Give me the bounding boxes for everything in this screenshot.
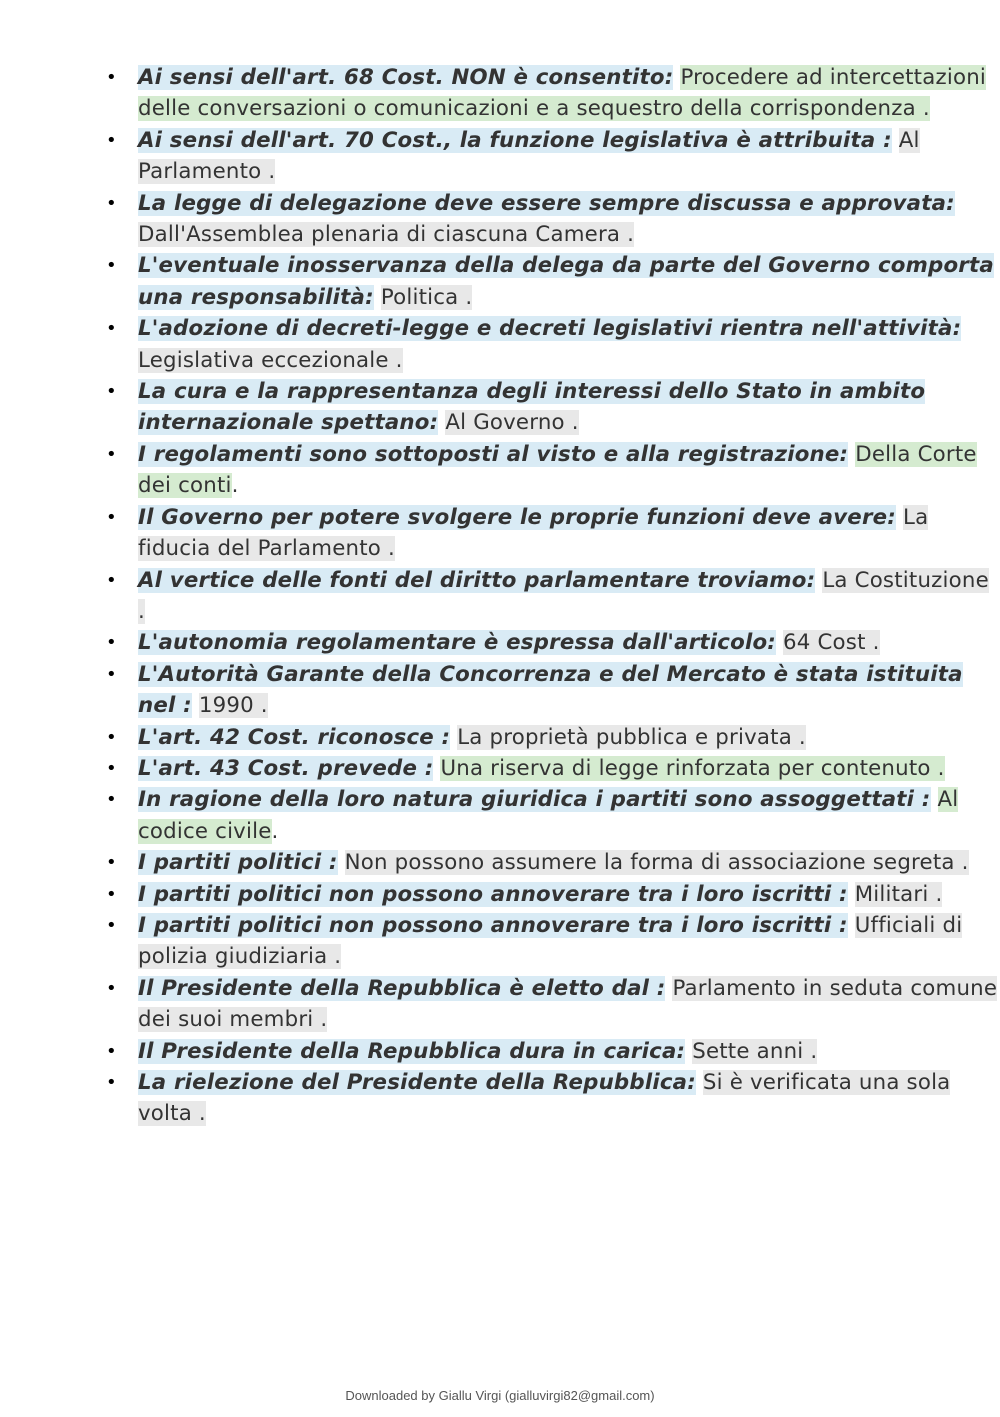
list-item: [106, 376, 998, 439]
question-text: Il Governo per potere svolgere le proprie funzioni deve avere:: [138, 504, 897, 530]
list-item: [106, 565, 998, 628]
list-item: [106, 847, 998, 878]
answer-text: La fiducia del Parlamento .: [138, 504, 929, 562]
answer-text: Dall'Assemblea plenaria di ciascuna Camera .: [138, 222, 635, 248]
answer-text: Militari .: [854, 881, 943, 907]
bullet-icon: •: [106, 129, 117, 151]
bullet-icon: •: [106, 914, 117, 936]
question-text: L'art. 42 Cost. riconosce :: [138, 724, 451, 750]
bullet-icon: •: [106, 663, 117, 685]
question-text: Ai sensi dell'art. 68 Cost. NON è consentito:: [138, 65, 674, 90]
answer-tail: .: [271, 818, 279, 844]
bullet-icon: •: [106, 1072, 117, 1093]
list-item: [106, 502, 998, 565]
bullet-icon: •: [106, 883, 117, 905]
bullet-icon: •: [106, 67, 117, 88]
list-item: [106, 1036, 998, 1067]
answer-text: Procedere ad intercettazioni delle conversazioni o comunicazioni e a sequestro della corrispondenza .: [138, 65, 987, 122]
list-item: [106, 627, 998, 658]
answer-text: La Costituzione .: [138, 567, 989, 624]
list-item: [106, 1067, 998, 1130]
answer-text: Al Parlamento .: [138, 127, 920, 185]
question-text: Al vertice delle fonti del diritto parlamentare troviamo:: [138, 567, 816, 593]
answer-text: Sette anni .: [692, 1038, 818, 1064]
answer-text: 64 Cost .: [783, 630, 880, 656]
bullet-icon: •: [106, 977, 117, 999]
question-text: L'Autorità Garante della Concorrenza e del Mercato è stata istituita nel :: [138, 661, 963, 719]
list-item: [106, 784, 998, 847]
question-text: L'adozione di decreti-legge e decreti legislativi rientra nell'attività:: [138, 316, 962, 342]
question-text: L'eventuale inosservanza della delega da parte del Governo comporta una responsabilità:: [138, 253, 994, 310]
question-text: Il Presidente della Repubblica dura in carica:: [138, 1038, 686, 1064]
bullet-icon: •: [106, 443, 117, 465]
bullet-icon: •: [106, 1040, 117, 1062]
bullet-icon: •: [106, 506, 117, 528]
answer-text: Non possono assumere la forma di associazione segreta .: [344, 850, 969, 876]
qa-list: [95, 62, 998, 1130]
answer-text: Al Governo .: [445, 410, 579, 436]
answer-text: Una riserva di legge rinforzata per contenuto .: [440, 755, 945, 781]
bullet-icon: •: [106, 381, 117, 403]
list-item: [106, 250, 998, 313]
answer-tail: .: [231, 473, 239, 499]
answer-text: Parlamento in seduta comune dei suoi membri .: [138, 975, 998, 1033]
question-text: In ragione della loro natura giuridica i partiti sono assoggettati :: [138, 787, 931, 813]
answer-text: Della Corte dei conti: [138, 441, 977, 499]
bullet-icon: •: [106, 632, 117, 654]
list-item: [106, 722, 998, 753]
bullet-icon: •: [106, 757, 117, 779]
list-item: [106, 62, 998, 125]
answer-text: Ufficiali di polizia giudiziaria .: [138, 912, 963, 970]
list-item: [106, 125, 998, 188]
download-footer: Downloaded by Giallu Virgi (gialluvirgi82@gmail.com): [345, 1388, 655, 1403]
list-item: [106, 659, 998, 722]
question-text: La rielezione del Presidente della Repubblica:: [138, 1070, 696, 1095]
list-item: [106, 313, 998, 376]
answer-text: Legislativa eccezionale .: [138, 347, 403, 373]
bullet-icon: •: [106, 726, 117, 748]
question-text: La legge di delegazione deve essere sempre discussa e approvata:: [138, 190, 955, 216]
question-text: I regolamenti sono sottoposti al visto e alla registrazione:: [138, 441, 849, 467]
bullet-icon: •: [106, 255, 117, 277]
question-text: L'autonomia regolamentare è espressa dall'articolo:: [138, 630, 777, 656]
list-item: [106, 879, 998, 910]
list-item: [106, 188, 998, 251]
question-text: La cura e la rappresentanza degli interessi dello Stato in ambito internazionale spettano:: [138, 379, 926, 436]
bullet-icon: •: [106, 318, 117, 340]
list-item: [106, 910, 998, 973]
answer-text: 1990 .: [198, 693, 268, 719]
question-text: I partiti politici non possono annoverare tra i loro iscritti :: [138, 912, 848, 938]
answer-text: Si è verificata una sola volta .: [138, 1070, 951, 1127]
answer-text: Al codice civile: [138, 787, 959, 844]
bullet-icon: •: [106, 569, 117, 591]
bullet-icon: •: [106, 789, 117, 811]
question-text: Il Presidente della Repubblica è eletto dal :: [138, 975, 666, 1001]
answer-text: Politica .: [380, 284, 473, 310]
list-item: [106, 439, 998, 502]
question-text: Ai sensi dell'art. 70 Cost., la funzione legislativa è attribuita :: [138, 127, 892, 153]
question-text: I partiti politici non possono annoverare tra i loro iscritti :: [138, 881, 848, 907]
question-text: I partiti politici :: [138, 850, 338, 876]
bullet-icon: •: [106, 852, 117, 874]
bullet-icon: •: [106, 192, 117, 214]
list-item: [106, 973, 998, 1036]
question-text: L'art. 43 Cost. prevede :: [138, 755, 434, 781]
answer-text: La proprietà pubblica e privata .: [457, 724, 806, 750]
list-item: [106, 753, 998, 784]
